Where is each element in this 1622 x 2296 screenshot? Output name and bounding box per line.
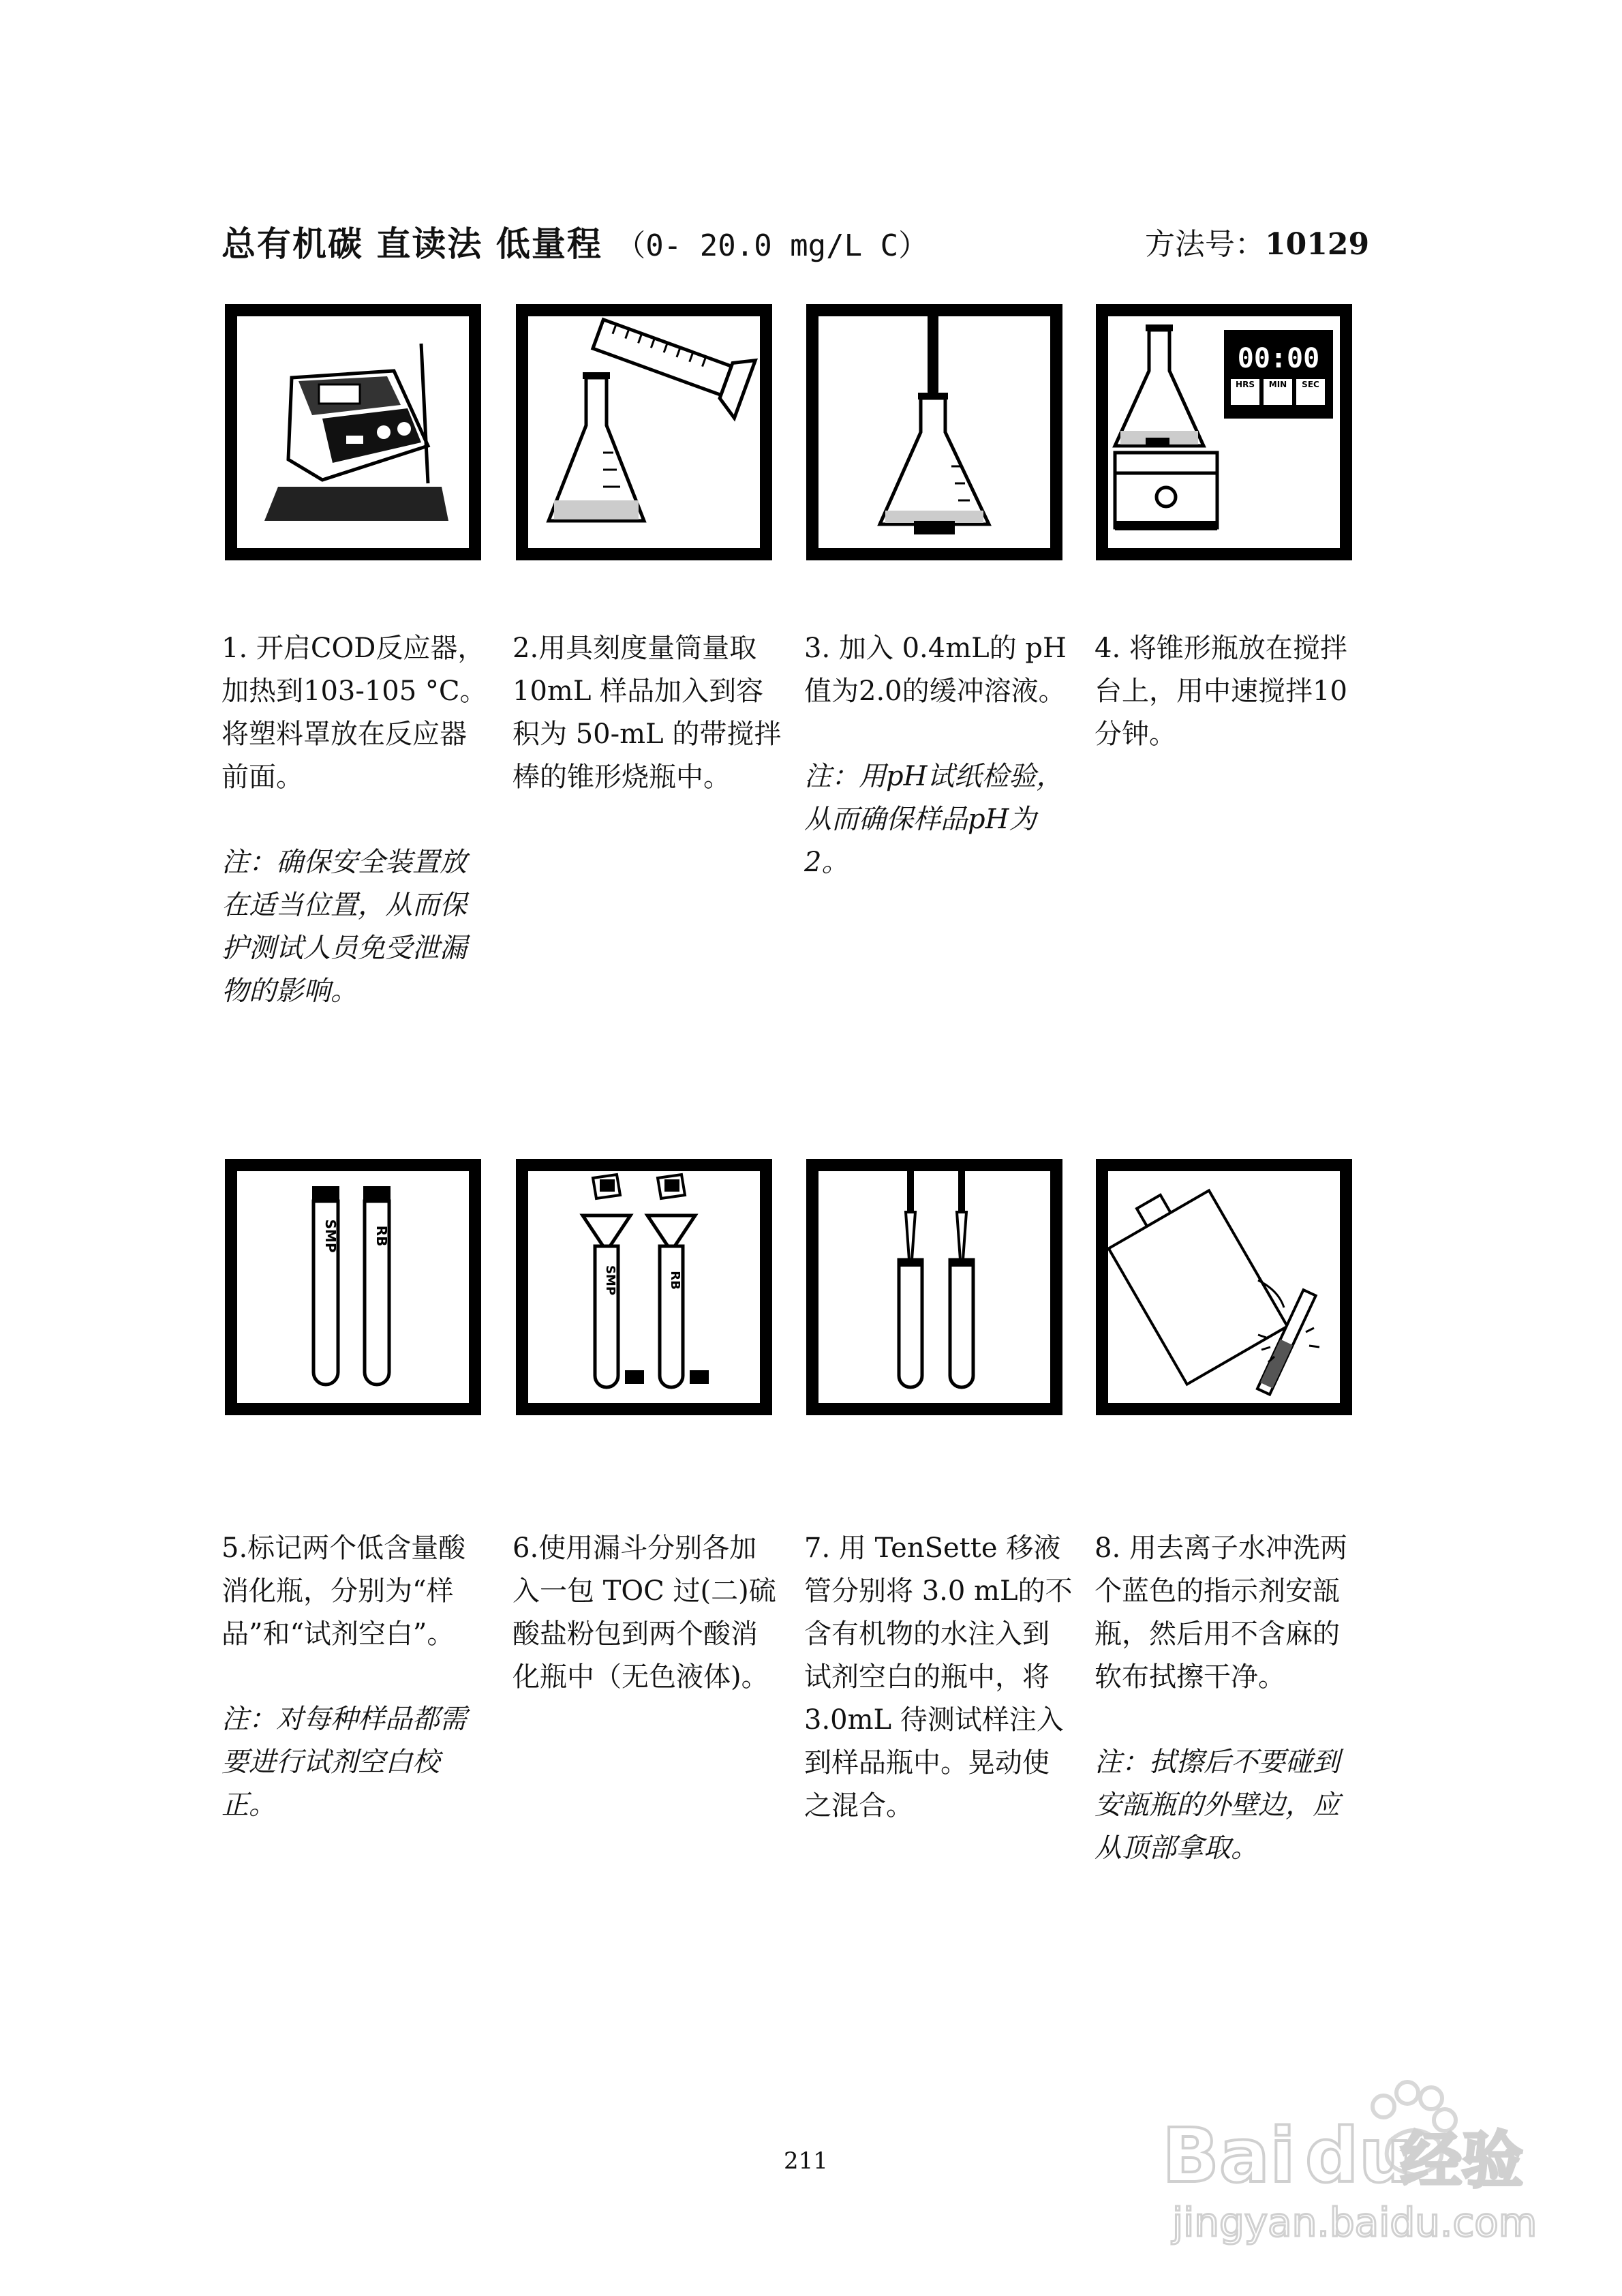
- panel-pipette-flask-illustration: [806, 304, 1062, 560]
- step-8-note: 注：拭擦后不要碰到安瓿瓶的外壁边，应从顶部拿取。: [1095, 1747, 1340, 1864]
- step-1-note: 注：确保安全装置放在适当位置，从而保护测试人员免受泄漏物的影响。: [221, 847, 467, 1007]
- panel-cod-reactor-illustration: [225, 304, 481, 560]
- panel-tensette-pipette-illustration: [806, 1159, 1062, 1415]
- tube-label-blank: RB: [373, 1225, 390, 1247]
- step-5-note: 注：对每种样品都需要进行试剂空白校正。: [221, 1704, 467, 1821]
- cod-reactor-icon: [237, 316, 469, 548]
- method-label: 方法号：: [1145, 227, 1265, 262]
- step-1-text: 1. 开启COD反应器，加热到103-105 °C。将塑料罩放在反应器前面。: [221, 633, 487, 793]
- page-title: [221, 217, 928, 266]
- tensette-pipette-icon: [818, 1171, 1050, 1403]
- step-8: [1095, 1527, 1364, 1870]
- panel-graduated-cylinder-illustration: [516, 304, 772, 560]
- watermark-brand: Bai: [1162, 2112, 1296, 2199]
- step-8-text: 8. 用去离子水冲洗两个蓝色的指示剂安瓿瓶，然后用不含麻的软布拭擦干净。: [1095, 1532, 1347, 1693]
- labeled-tubes-icon: [237, 1171, 469, 1403]
- timer-min-label: MIN: [1268, 380, 1287, 389]
- timer-display: 00:00: [1237, 343, 1320, 374]
- title-text: 总有机碳 直读法 低量程: [221, 224, 602, 264]
- panel-labeled-tubes-illustration: [225, 1159, 481, 1415]
- step-4-text: 4. 将锥形瓶放在搅拌台上，用中速搅拌10 分钟。: [1095, 633, 1347, 750]
- stirrer-timer-icon: [1108, 316, 1340, 548]
- watermark-url: jingyan.baidu.com: [1172, 2199, 1537, 2246]
- step-5: [221, 1527, 491, 1827]
- step-3-text: 3. 加入 0.4mL的 pH值为2.0的缓冲溶液。: [804, 633, 1067, 707]
- watermark-brand-du: du: [1305, 2112, 1413, 2199]
- title-range: （0- 20.0 mg/L C）: [615, 228, 929, 263]
- tube-label-sample: SMP: [322, 1219, 339, 1253]
- step-5-text: 5.标记两个低含量酸消化瓶，分别为“样品”和“试剂空白”。: [221, 1532, 466, 1650]
- page-number: 211: [784, 2147, 828, 2175]
- step-2: [512, 627, 782, 799]
- step-1: [221, 627, 491, 1013]
- funnel-powder-icon: [528, 1171, 760, 1403]
- graduated-cylinder-icon: [528, 316, 760, 548]
- step-6-text: 6.使用漏斗分别各加入一包 TOC 过(二)硫酸盐粉包到两个酸消化瓶中（无色液体)。: [512, 1532, 776, 1693]
- baidu-jingyan-watermark: [1159, 2072, 1540, 2250]
- funnel-tube-label-blank: RB: [668, 1271, 682, 1290]
- timer-hrs-label: HRS: [1236, 380, 1255, 389]
- step-4: [1095, 627, 1364, 756]
- panel-funnel-powder-illustration: [516, 1159, 772, 1415]
- watermark-cn: 经验: [1401, 2125, 1523, 2196]
- method-number-value: 10129: [1265, 227, 1370, 262]
- panel-stirrer-timer-illustration: [1096, 304, 1352, 560]
- method-number: [1145, 220, 1369, 263]
- pipette-flask-icon: [818, 316, 1050, 548]
- panel-rinse-ampule-illustration: [1096, 1159, 1352, 1415]
- step-6: [512, 1527, 782, 1699]
- step-3: [804, 627, 1073, 884]
- funnel-tube-label-sample: SMP: [603, 1265, 617, 1296]
- step-2-text: 2.用具刻度量筒量取10mL 样品加入到容积为 50-mL 的带搅拌棒的锥形烧瓶中。: [512, 633, 782, 793]
- step-7-text: 7. 用 TenSette 移液管分别将 3.0 mL的不含有机物的水注入到试剂空白的瓶中，将 3.0mL 待测试样注入到样品瓶中。晃动使之混合。: [804, 1532, 1073, 1822]
- step-7: [804, 1527, 1073, 1828]
- timer-sec-label: SEC: [1302, 380, 1319, 389]
- step-3-note: 注：用pH试纸检验，从而确保样品pH为2。: [804, 761, 1064, 878]
- rinse-ampule-icon: [1108, 1171, 1340, 1403]
